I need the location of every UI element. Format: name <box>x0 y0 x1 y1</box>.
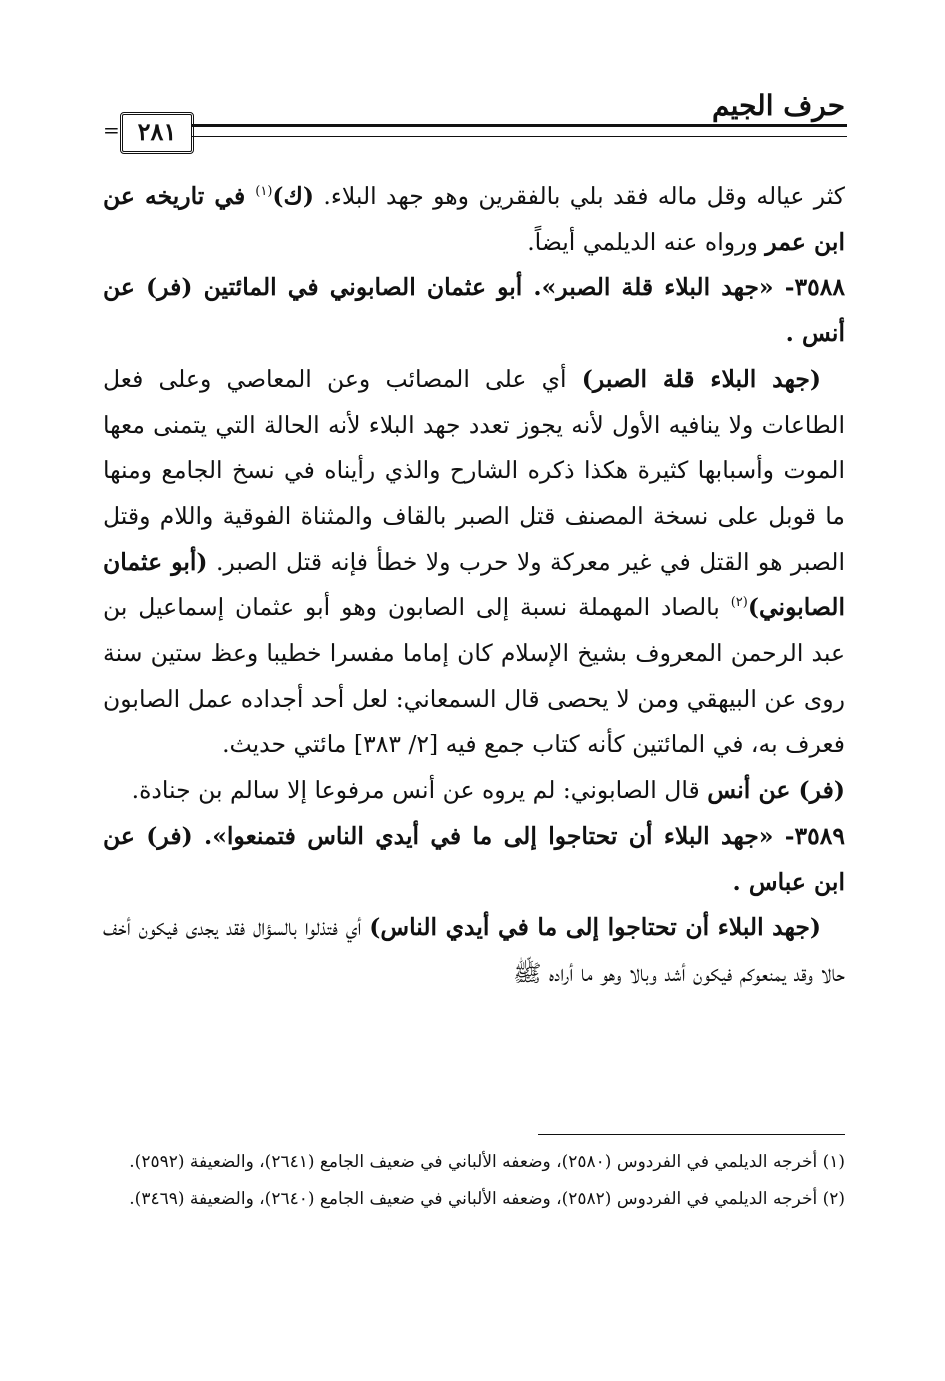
footnotes <box>103 1146 845 1220</box>
quoted-phrase: (أبو عثمان الصابوني) <box>103 547 845 622</box>
hadith-3588 <box>103 265 845 356</box>
hadith-3589 <box>103 814 845 905</box>
footnote-ref: (٢) <box>730 595 748 611</box>
text-run: كثر عياله وقل ماله فقد بلي بالفقرين وهو جهد البلاء. <box>314 182 845 210</box>
source-text: في تاريخه عن ابن عمر <box>103 182 845 256</box>
header-rule <box>192 124 847 137</box>
text-run: أي على المصائب وعن المعاصي وعلى فعل الطاعات ولا ينافيه الأول لأنه يجوز تعدد جهد البلاء لأنه الحالة التي يتمنى معها الموت وأسبابها كثيرة هكذا ذكره الشارح والذي رأيناه في نسخ الجامع ومنها ما قوبل على نسخة المصنف قتل الصبر بالقاف والمثناة الفوقية واللام وقتل الصبر هو القتل في غير معركة ولا حرب ولا خطأ فإنه قتل الصبر. <box>103 364 845 576</box>
source-code: (ك) <box>272 182 315 210</box>
text-run: أي فتذلوا بالسؤال فقد يجدى فيكون أخف حالا وقد يمنعوكم فيكون أشد وبالا وهو ما أراده ﷺ <box>103 913 845 987</box>
footnote-1: (١) أخرجه الديلمي في الفردوس (٢٥٨٠)، وضعفه الألباني في ضعيف الجامع (٢٦٤١)، والضعيفة (٢٥٩٢). <box>129 1152 845 1172</box>
main-text <box>103 174 845 997</box>
footnote-ref: (١) <box>255 184 273 200</box>
hadith-text: ٣٥٨٨- «جهد البلاء قلة الصبر». أبو عثمان الصابوني في المائتين (فر) عن أنس . <box>103 273 845 348</box>
footnote-separator <box>538 1134 845 1135</box>
text-run: ورواه عنه الديلمي أيضاً. <box>527 227 766 256</box>
footnote-2: (٢) أخرجه الديلمي في الفردوس (٢٥٨٢)، وضعفه الألباني في ضعيف الجامع (٢٦٤٠)، والضعيفة (٣٤٦٩). <box>129 1189 845 1209</box>
quoted-phrase: (جهد البلاء أن تحتاجوا إلى ما في أيدي الناس) <box>369 913 821 942</box>
header-left-mark: = <box>103 118 120 142</box>
commentary-3588-source <box>103 768 845 814</box>
paragraph-continuation <box>103 174 845 265</box>
text-run: قال الصابوني: لم يروه عن أنس مرفوعا إلا سالم بن جنادة. <box>131 776 708 805</box>
running-header-title: حرف الجيم <box>712 89 845 122</box>
text-run: بالصاد المهملة نسبة إلى الصابون وهو أبو عثمان إسماعيل بن عبد الرحمن المعروف بشيخ الإسلام كان إماما مفسرا خطيبا وعظ ستين سنة روى عن البيهقي ومن لا يحصى قال السمعاني: لعل أحد أجداده عمل الصابون فعرف به، في المائتين كأنه كتاب جمع فيه [٢/ ٣٨٣] مائتي حديث. <box>103 593 845 759</box>
quoted-phrase: (جهد البلاء قلة الصبر) <box>581 364 821 393</box>
page-number: ٢٨١ <box>120 112 194 154</box>
commentary-3588 <box>103 357 845 768</box>
hadith-text: ٣٥٨٩- «جهد البلاء أن تحتاجوا إلى ما في أيدي الناس فتمنعوا». (فر) عن ابن عباس . <box>103 821 845 896</box>
source-text: (فر) عن أنس <box>707 776 845 805</box>
commentary-3589 <box>103 905 845 996</box>
